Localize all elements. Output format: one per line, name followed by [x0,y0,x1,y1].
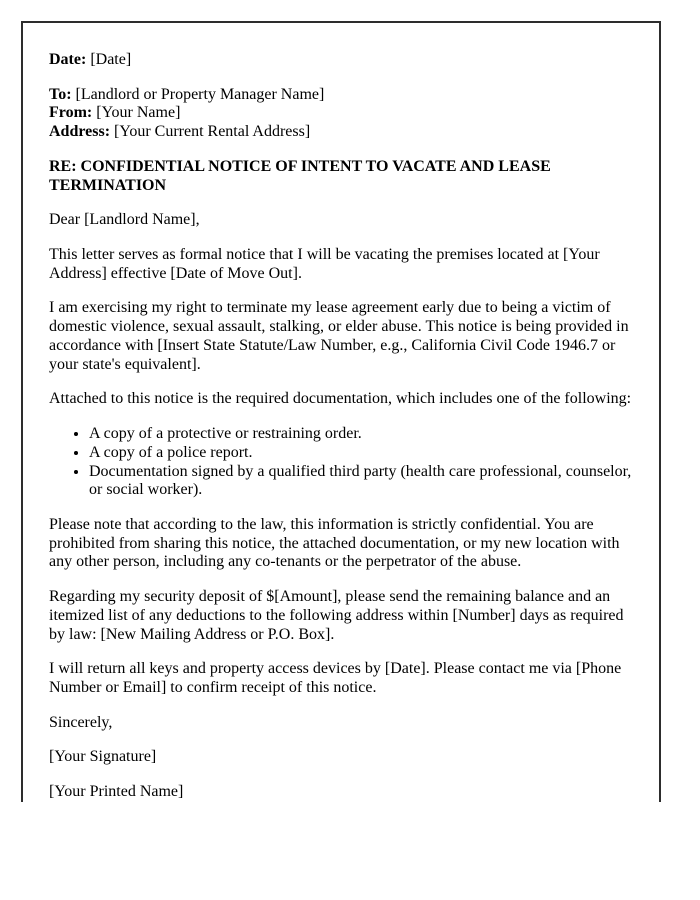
address-label: Address: [49,123,111,141]
date-line [49,51,633,70]
address-value: [Your Current Rental Address] [114,123,311,141]
closing: Sincerely, [49,713,113,731]
salutation: Dear [Landlord Name], [49,211,200,229]
paragraph-security-deposit: Regarding my security deposit of $[Amount], please send the remaining balance and an itemized list of any deductions to the following address within [Number] days as required by law: [New Mailing Address or P.O. Box]. [49,588,624,643]
date-label: Date: [49,51,87,68]
paragraph-attached-intro: Attached to this notice is the required documentation, which includes one of the following: [49,390,632,408]
to-label: To: [49,85,72,103]
recipient-block [49,86,633,142]
from-label: From: [49,104,93,122]
paragraph-keys-return: I will return all keys and property access devices by [Date]. Please contact me via [Phone Number or Email] to confirm receipt of this notice. [49,660,622,696]
printed-name-placeholder: [Your Printed Name] [49,783,184,801]
date-value: [Date] [90,51,132,68]
paragraph-statute: I am exercising my right to terminate my lease agreement early due to being a victim of domestic violence, sexual assault, stalking, or elder abuse. This notice is being provided in accordance with [Insert State Statute/Law Number, e.g., California Civil Code 1946.7 or your state's equivalent]. [49,299,629,373]
recipient-line-to [49,86,633,105]
attachments-list [49,425,633,500]
recipient-line-address [49,123,633,142]
list-item-protective-order: • A copy of a protective or restraining order. [89,425,633,444]
paragraph-vacate-notice: This letter serves as formal notice that I will be vacating the premises located at [Your Address] effective [Date of Move Out]. [49,246,600,282]
subject-heading: RE: CONFIDENTIAL NOTICE OF INTENT TO VACATE AND LEASE TERMINATION [49,157,551,194]
paragraph-confidentiality: Please note that according to the law, this information is strictly confidential. You are prohibited from sharing this notice, the attached documentation, or my new location with any other person, including any co-tenants or the perpetrator of the abuse. [49,515,620,571]
list-item-third-party-doc: • Documentation signed by a qualified third party (health care professional, counselor, or social worker). [89,463,633,500]
list-item-police-report: • A copy of a police report. [89,444,633,463]
recipient-line-from [49,104,633,123]
from-value: [Your Name] [96,104,181,122]
signature-placeholder: [Your Signature] [49,748,157,766]
to-value: [Landlord or Property Manager Name] [75,85,325,103]
letter-page [21,21,661,802]
